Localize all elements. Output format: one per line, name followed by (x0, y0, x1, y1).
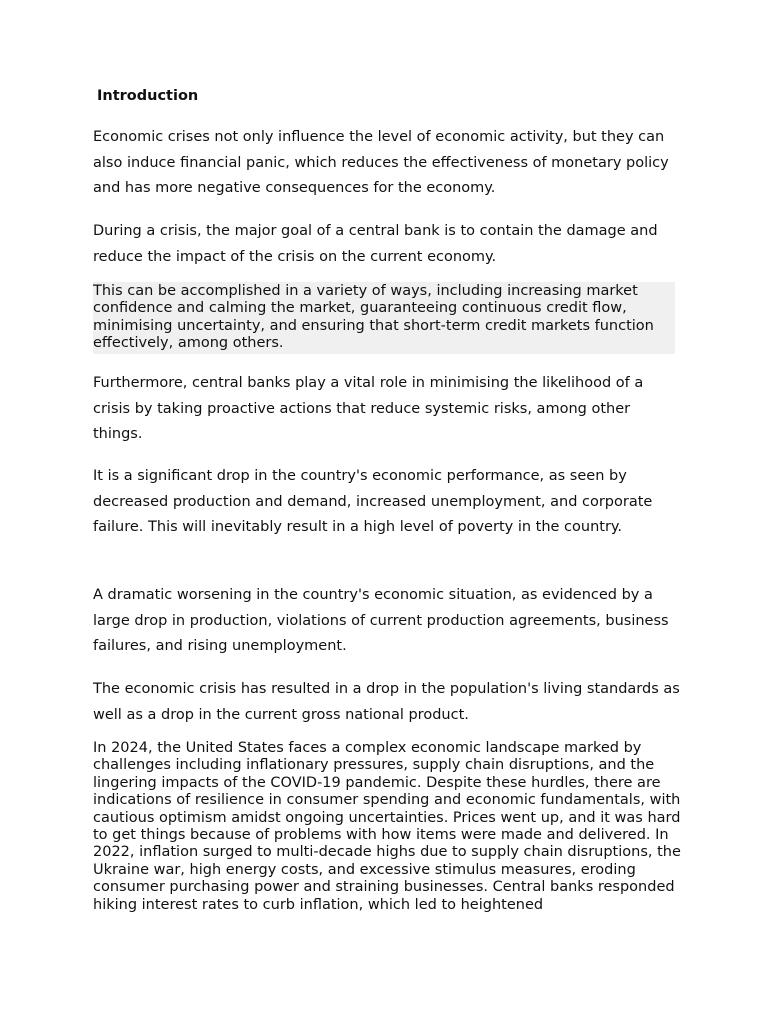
paragraph-2: During a crisis, the major goal of a central bank is to contain the damage and reduce the impact of the crisis on the current economy. (93, 223, 658, 265)
paragraph-4: Furthermore, central banks play a vital role in minimising the likelihood of a crisis by taking proactive actions that reduce systemic risks, among other things. (93, 375, 644, 443)
paragraph-6: A dramatic worsening in the country's economic situation, as evidenced by a large drop in production, violations of current production agreements, business failures, and rising unemployment. (93, 587, 669, 655)
paragraph-3-highlighted: This can be accomplished in a variety of ways, including increasing market confidence and calming the market, guaranteeing continuous credit flow, minimising uncertainty, and ensuring that short-term credit markets function effectively, among others. (93, 282, 675, 354)
paragraph-5: It is a significant drop in the country's economic performance, as seen by decreased production and demand, increased unemployment, and corporate failure. This will inevitably result in a high level of poverty in the country. (93, 468, 653, 536)
paragraph-7: The economic crisis has resulted in a drop in the population's living standards as well as a drop in the current gross national product. (93, 681, 680, 723)
paragraph-1: Economic crises not only influence the level of economic activity, but they can also induce financial panic, which reduces the effectiveness of monetary policy and has more negative consequences for the economy. (93, 129, 669, 197)
paragraph-8: In 2024, the United States faces a complex economic landscape marked by challenges including inflationary pressures, supply chain disruptions, and the lingering impacts of the COVID-19 pandemic. Despite these hurdles, there are indications of resilience in consumer spending and economic fundamentals, with cautious optimism amidst ongoing uncertainties. Prices went up, and it was hard to get things because of problems with how items were made and delivered. In 2022, inflation surged to multi-decade highs due to supply chain disruptions, the Ukraine war, high energy costs, and excessive stimulus measures, eroding consumer purchasing power and straining businesses. Central banks responded hiking interest rates to curb inflation, which led to heightened (93, 740, 681, 913)
document-heading: Introduction (97, 88, 199, 104)
